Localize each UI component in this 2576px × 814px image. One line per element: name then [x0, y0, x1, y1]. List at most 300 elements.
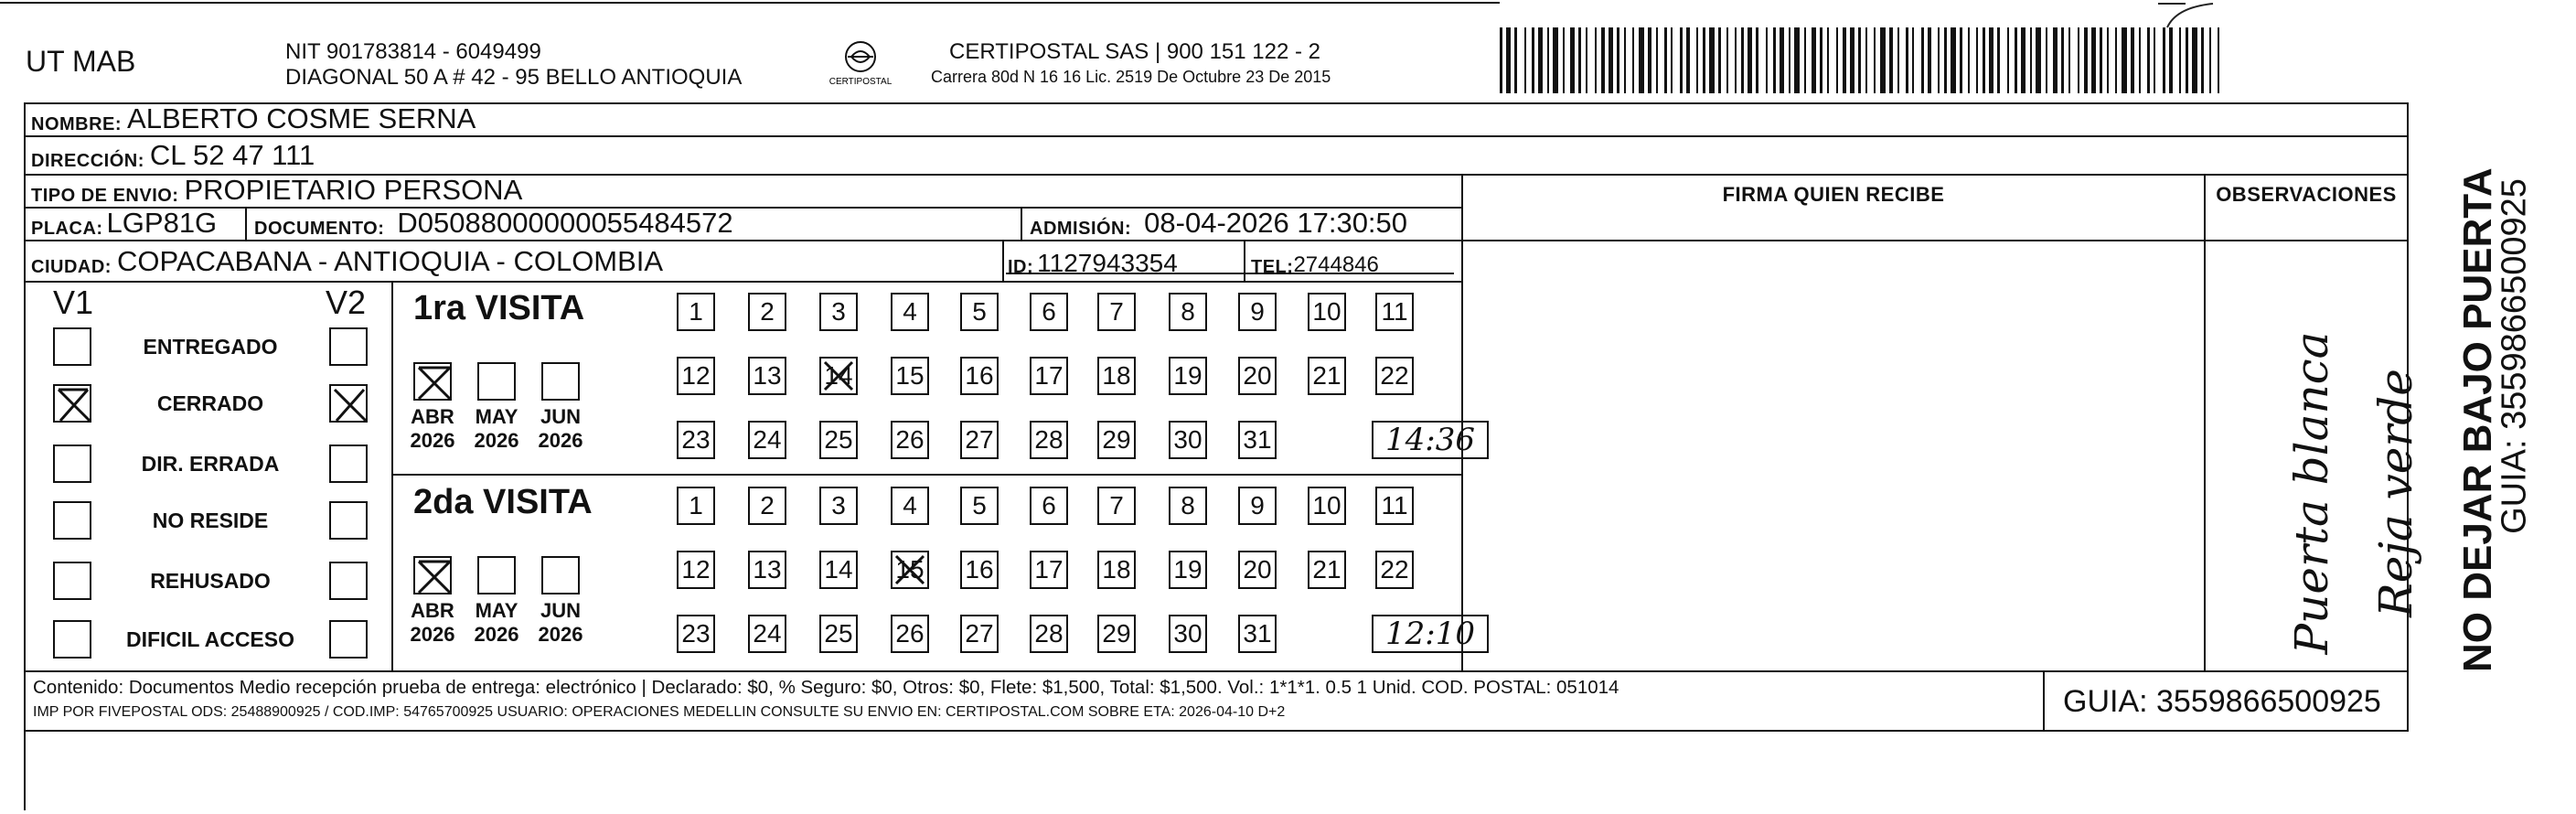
barcode-bar	[1780, 27, 1784, 93]
barcode-bar	[1921, 27, 1924, 93]
day-number: 4	[903, 297, 917, 326]
barcode-bar	[2084, 27, 2088, 93]
documento-field	[254, 209, 733, 240]
barcode-bar	[2053, 27, 2058, 93]
firma-label: FIRMA QUIEN RECIBE	[1722, 183, 1945, 206]
direccion-label: DIRECCIÓN:	[31, 151, 144, 171]
barcode-bar	[2209, 27, 2211, 93]
day-number: 13	[753, 555, 782, 584]
v2-checkbox[interactable]	[329, 384, 368, 423]
day-number: 30	[1173, 619, 1202, 648]
barcode-bar	[1843, 27, 1846, 93]
v1-checkbox[interactable]	[53, 562, 91, 600]
day-number: 3	[831, 491, 846, 519]
barcode-bar	[1563, 27, 1565, 93]
footer-imp-line: IMP POR FIVEPOSTAL ODS: 25488900925 / COD.IMP: 54765700925 USUARIO: OPERACIONES MEDELLIN CONSULTE SU ENVIO EN: CERTIPOSTAL.COM SOBRE ETA: 2026-04-10 D+2	[33, 704, 1286, 720]
day-box[interactable]	[677, 551, 715, 589]
day-number: 30	[1173, 425, 1202, 454]
admision-label: ADMISIÓN:	[1030, 219, 1132, 239]
day-number: 9	[1250, 491, 1265, 519]
barcode-bar	[2061, 27, 2064, 93]
day-number: 11	[1381, 297, 1408, 326]
placa-field	[31, 209, 217, 240]
observaciones-handwriting-2: Reja verde	[2369, 369, 2422, 617]
barcode-bar	[1686, 27, 1690, 93]
barcode-bar	[1976, 27, 1978, 93]
observaciones-label: OBSERVACIONES	[2216, 183, 2397, 206]
barcode-bar	[1858, 27, 1861, 93]
day-number: 27	[965, 425, 994, 454]
barcode-bar	[2186, 27, 2188, 93]
day-number: 25	[824, 619, 853, 648]
day-number: 27	[965, 619, 994, 648]
side-guia: GUIA: 3559866500925	[2495, 178, 2534, 534]
barcode-bar	[1850, 27, 1855, 93]
barcode-bar	[2147, 27, 2150, 93]
day-number: 3	[831, 297, 846, 326]
day-number: 13	[753, 361, 782, 390]
status-option-label: NO RESIDE	[152, 509, 269, 532]
admision-value: 08-04-2026 17:30:50	[1144, 207, 1408, 239]
day-box[interactable]	[1097, 421, 1136, 459]
v2-checkbox[interactable]	[329, 327, 368, 366]
day-number: 20	[1243, 361, 1272, 390]
day-box[interactable]	[960, 487, 999, 525]
barcode-bar	[1506, 27, 1511, 93]
month-checkbox[interactable]	[477, 556, 516, 594]
day-box[interactable]	[677, 357, 715, 395]
tipo-envio-label: TIPO DE ENVIO:	[31, 186, 179, 206]
v2-checkbox[interactable]	[329, 444, 368, 483]
day-box[interactable]	[960, 293, 999, 331]
day-box[interactable]	[891, 551, 929, 589]
barcode-bar	[2122, 27, 2127, 93]
barcode	[1500, 27, 2227, 93]
day-number: 22	[1380, 361, 1409, 390]
certipostal-logo	[823, 37, 898, 91]
day-number: 22	[1380, 555, 1409, 584]
day-box[interactable]	[960, 421, 999, 459]
v1-checkbox[interactable]	[53, 384, 91, 423]
barcode-bar	[1880, 27, 1886, 93]
day-box[interactable]	[677, 421, 715, 459]
barcode-bar	[1617, 27, 1619, 93]
barcode-bar	[2036, 27, 2041, 93]
month-checkbox[interactable]	[541, 556, 580, 594]
barcode-bar	[1748, 27, 1752, 93]
nombre-field	[31, 104, 476, 135]
day-number: 2	[760, 491, 775, 519]
sender-nit: NIT 901783814 - 6049499	[285, 39, 541, 64]
barcode-bar	[1609, 27, 1613, 93]
day-number: 31	[1243, 425, 1272, 454]
v1-checkbox[interactable]	[53, 444, 91, 483]
day-number: 16	[965, 555, 994, 584]
day-box[interactable]	[1308, 551, 1346, 589]
barcode-bar	[1997, 27, 2000, 93]
v1-header: V1	[53, 284, 94, 321]
barcode-bar	[1889, 27, 1893, 93]
barcode-bar	[1741, 27, 1744, 93]
sender-address: DIAGONAL 50 A # 42 - 95 BELLO ANTIOQUIA	[285, 65, 743, 90]
certipostal-logo-icon	[823, 37, 898, 91]
v2-checkbox[interactable]	[329, 620, 368, 659]
day-number: 21	[1312, 555, 1341, 584]
day-box[interactable]	[819, 421, 858, 459]
day-box[interactable]	[1030, 421, 1068, 459]
direccion-field	[31, 139, 315, 172]
day-box[interactable]	[1097, 615, 1136, 653]
day-box[interactable]	[960, 551, 999, 589]
barcode-bar	[1538, 27, 1543, 93]
v2-checkbox[interactable]	[329, 501, 368, 540]
month-year-label: 2026	[474, 623, 519, 646]
documento-value: D05088000000055484572	[397, 207, 733, 239]
day-box[interactable]	[1097, 293, 1136, 331]
day-number: 17	[1034, 361, 1064, 390]
day-number: 26	[895, 619, 925, 648]
day-box[interactable]	[677, 615, 715, 653]
barcode-bar	[2139, 27, 2141, 93]
tel-field	[1251, 245, 1379, 278]
day-box[interactable]	[1169, 551, 1207, 589]
side-no-dejar: NO DEJAR BAJO PUERTA	[2455, 167, 2500, 672]
barcode-bar	[1874, 27, 1876, 93]
company-name: CERTIPOSTAL SAS | 900 151 122 - 2	[949, 39, 1320, 64]
month-label: JUN	[540, 405, 581, 428]
day-number: 7	[1109, 491, 1124, 519]
day-box[interactable]	[748, 487, 786, 525]
barcode-bar	[2046, 27, 2047, 93]
barcode-bar	[2192, 27, 2197, 93]
month-checkbox[interactable]	[541, 362, 580, 401]
barcode-bar	[2201, 27, 2204, 93]
barcode-bar	[1570, 27, 1575, 93]
barcode-bar	[1703, 27, 1705, 93]
barcode-bar	[1718, 27, 1721, 93]
status-option-label: REHUSADO	[150, 569, 271, 593]
month-year-label: 2026	[410, 623, 455, 646]
documento-label: DOCUMENTO:	[254, 219, 385, 239]
month-year-label: 2026	[474, 429, 519, 452]
day-number: 16	[965, 361, 994, 390]
barcode-bar	[1865, 27, 1867, 93]
barcode-bar	[2078, 27, 2079, 93]
barcode-bar	[2007, 27, 2009, 93]
ciudad-label: CIUDAD:	[31, 257, 112, 277]
day-box[interactable]	[1375, 487, 1414, 525]
svg-text:CERTIPOSTAL: CERTIPOSTAL	[828, 77, 893, 87]
day-box[interactable]	[1308, 357, 1346, 395]
barcode-bar	[1696, 27, 1698, 93]
day-box[interactable]	[1375, 357, 1414, 395]
day-number: 24	[753, 619, 782, 648]
barcode-bar	[1827, 27, 1829, 93]
barcode-bar	[1897, 27, 1899, 93]
barcode-bar	[2218, 27, 2219, 93]
day-number: 10	[1312, 491, 1341, 519]
barcode-bar	[1773, 27, 1776, 93]
day-box[interactable]	[1238, 293, 1277, 331]
day-box[interactable]	[748, 293, 786, 331]
barcode-bar	[1804, 27, 1806, 93]
status-option-label: ENTREGADO	[143, 335, 278, 359]
day-number: 21	[1312, 361, 1341, 390]
barcode-bar	[1547, 27, 1549, 93]
day-box[interactable]	[891, 293, 929, 331]
day-number: 28	[1034, 619, 1064, 648]
id-label: ID:	[1008, 257, 1034, 277]
barcode-bar	[2179, 27, 2181, 93]
day-number: 31	[1243, 619, 1272, 648]
ciudad-value: COPACABANA - ANTIOQUIA - COLOMBIA	[116, 245, 664, 277]
ciudad-field	[31, 245, 663, 278]
barcode-bar	[1794, 27, 1800, 93]
footer-guia: GUIA: 3559866500925	[2063, 684, 2381, 719]
day-box[interactable]	[819, 357, 858, 395]
day-box[interactable]	[1375, 551, 1414, 589]
day-number: 11	[1381, 491, 1408, 519]
month-label: MAY	[475, 599, 518, 622]
barcode-bar	[1656, 27, 1658, 93]
day-box[interactable]	[1169, 487, 1207, 525]
barcode-bar	[2015, 27, 2017, 93]
month-label: MAY	[475, 405, 518, 428]
barcode-bar	[1648, 27, 1651, 93]
month-year-label: 2026	[538, 429, 583, 452]
tipo-envio-value: PROPIETARIO PERSONA	[184, 174, 523, 206]
day-box[interactable]	[1308, 293, 1346, 331]
barcode-bar	[1968, 27, 1970, 93]
nombre-value: ALBERTO COSME SERNA	[127, 102, 476, 134]
day-number: 8	[1181, 491, 1195, 519]
tel-label: TEL:	[1251, 257, 1294, 277]
month-label: ABR	[411, 599, 454, 622]
day-box[interactable]	[1238, 615, 1277, 653]
day-number: 6	[1042, 491, 1056, 519]
observaciones-handwriting-1: Puerta blanca	[2285, 331, 2338, 655]
barcode-bar	[2091, 27, 2096, 93]
placa-value: LGP81G	[106, 207, 218, 239]
day-number: 19	[1173, 555, 1202, 584]
status-option-label: CERRADO	[156, 391, 264, 415]
day-number: 7	[1109, 297, 1124, 326]
tipo-envio-field	[31, 176, 522, 207]
barcode-bar	[1836, 27, 1838, 93]
day-number: 12	[681, 361, 711, 390]
barcode-bar	[2030, 27, 2032, 93]
company-address: Carrera 80d N 16 16 Lic. 2519 De Octubre 23 De 2015	[931, 68, 1331, 86]
day-number: 6	[1042, 297, 1056, 326]
barcode-bar	[1912, 27, 1914, 93]
day-box[interactable]	[1238, 421, 1277, 459]
barcode-bar	[1514, 27, 1517, 93]
day-number: 19	[1173, 361, 1202, 390]
day-box[interactable]	[748, 357, 786, 395]
day-box[interactable]	[677, 487, 715, 525]
day-box[interactable]	[891, 615, 929, 653]
status-option-label: DIR. ERRADA	[141, 452, 280, 476]
day-box[interactable]	[748, 615, 786, 653]
barcode-bar	[1632, 27, 1634, 93]
v2-header: V2	[326, 284, 367, 321]
day-number: 26	[895, 425, 925, 454]
day-number: 29	[1102, 619, 1131, 648]
day-box[interactable]	[1097, 487, 1136, 525]
barcode-bar	[2115, 27, 2117, 93]
nombre-label: NOMBRE:	[31, 114, 123, 134]
month-label: ABR	[411, 405, 454, 428]
barcode-bar	[1951, 27, 1956, 93]
barcode-bar	[2021, 27, 2026, 93]
barcode-bar	[1766, 27, 1768, 93]
day-mark-x-icon	[819, 357, 858, 395]
barcode-bar	[1944, 27, 1947, 93]
day-number: 24	[753, 425, 782, 454]
day-box[interactable]	[1097, 551, 1136, 589]
id-value: 1127943354	[1037, 249, 1178, 277]
month-checkbox[interactable]	[477, 362, 516, 401]
barcode-bar	[1680, 27, 1683, 93]
barcode-bar	[2163, 27, 2165, 93]
check-x-icon	[415, 558, 454, 596]
day-number: 12	[681, 555, 711, 584]
day-box[interactable]	[1308, 487, 1346, 525]
day-box[interactable]	[819, 487, 858, 525]
barcode-bar	[1709, 27, 1715, 93]
barcode-graphic	[1500, 27, 2227, 93]
barcode-bar	[2107, 27, 2109, 93]
barcode-bar	[1524, 27, 1526, 93]
day-number: 10	[1312, 297, 1341, 326]
day-box[interactable]	[748, 421, 786, 459]
day-box[interactable]	[1238, 551, 1277, 589]
day-number: 29	[1102, 425, 1131, 454]
day-number: 17	[1034, 555, 1064, 584]
barcode-bar	[1989, 27, 1993, 93]
barcode-bar	[1735, 27, 1737, 93]
day-number: 18	[1102, 555, 1131, 584]
barcode-bar	[1578, 27, 1581, 93]
day-box[interactable]	[819, 293, 858, 331]
day-box[interactable]	[1375, 293, 1414, 331]
barcode-bar	[1553, 27, 1558, 93]
day-box[interactable]	[960, 615, 999, 653]
day-number: 5	[972, 297, 987, 326]
day-box[interactable]	[1030, 487, 1068, 525]
barcode-bar	[1595, 27, 1597, 93]
sender-name: UT MAB	[26, 45, 136, 78]
month-checkbox[interactable]	[413, 362, 452, 401]
direccion-value: CL 52 47 111	[149, 139, 315, 171]
barcode-bar	[1789, 27, 1790, 93]
barcode-bar	[1532, 27, 1534, 93]
barcode-bar	[2154, 27, 2155, 93]
barcode-bar	[2100, 27, 2102, 93]
barcode-bar	[1820, 27, 1822, 93]
barcode-bar	[2169, 27, 2173, 93]
barcode-bar	[1586, 27, 1587, 93]
day-number: 14	[824, 555, 853, 584]
barcode-bar	[1671, 27, 1673, 93]
barcode-bar	[1928, 27, 1931, 93]
day-box[interactable]	[1030, 615, 1068, 653]
month-label: JUN	[540, 599, 581, 622]
visit-time-box: 14:36	[1372, 421, 1489, 459]
visit-time-box: 12:10	[1372, 615, 1489, 653]
admision-field	[1030, 209, 1407, 240]
day-box[interactable]	[677, 293, 715, 331]
status-option-label: DIFICIL ACCESO	[125, 627, 294, 651]
barcode-bar	[1726, 27, 1728, 93]
day-box[interactable]	[1238, 357, 1277, 395]
barcode-bar	[1960, 27, 1962, 93]
month-year-label: 2026	[410, 429, 455, 452]
day-box[interactable]	[1169, 357, 1207, 395]
day-box[interactable]	[819, 551, 858, 589]
check-x-icon	[331, 386, 369, 424]
check-x-icon	[415, 364, 454, 402]
day-box[interactable]	[1238, 487, 1277, 525]
day-number: 14	[824, 361, 853, 390]
v2-checkbox[interactable]	[329, 562, 368, 600]
day-number: 15	[895, 361, 925, 390]
day-box[interactable]	[891, 487, 929, 525]
v1-checkbox[interactable]	[53, 501, 91, 540]
barcode-bar	[2068, 27, 2070, 93]
day-box[interactable]	[748, 551, 786, 589]
day-box[interactable]	[1169, 293, 1207, 331]
day-number: 5	[972, 491, 987, 519]
day-number: 9	[1250, 297, 1265, 326]
day-mark-x-icon	[891, 551, 929, 589]
placa-label: PLACA:	[31, 219, 103, 239]
day-number: 2	[760, 297, 775, 326]
day-box[interactable]	[1030, 293, 1068, 331]
barcode-bar	[1812, 27, 1816, 93]
day-box[interactable]	[1030, 357, 1068, 395]
barcode-bar	[1500, 27, 1502, 93]
month-year-label: 2026	[538, 623, 583, 646]
day-box[interactable]	[891, 421, 929, 459]
day-number: 1	[689, 491, 703, 519]
day-box[interactable]	[1030, 551, 1068, 589]
day-box[interactable]	[1169, 421, 1207, 459]
day-number: 23	[681, 425, 711, 454]
id-field	[1008, 245, 1178, 278]
visit-title: 1ra VISITA	[413, 289, 585, 327]
barcode-bar	[1938, 27, 1940, 93]
day-number: 23	[681, 619, 711, 648]
day-number: 1	[689, 297, 703, 326]
day-box[interactable]	[891, 357, 929, 395]
corner-scribble-icon	[2158, 0, 2231, 37]
day-box[interactable]	[1169, 615, 1207, 653]
day-box[interactable]	[1097, 357, 1136, 395]
barcode-bar	[1664, 27, 1667, 93]
day-number: 4	[903, 491, 917, 519]
barcode-bar	[1983, 27, 1985, 93]
day-box[interactable]	[819, 615, 858, 653]
v1-checkbox[interactable]	[53, 327, 91, 366]
v1-checkbox[interactable]	[53, 620, 91, 659]
day-number: 25	[824, 425, 853, 454]
barcode-bar	[1624, 27, 1626, 93]
month-checkbox[interactable]	[413, 556, 452, 594]
day-box[interactable]	[960, 357, 999, 395]
day-number: 28	[1034, 425, 1064, 454]
footer-content-line: Contenido: Documentos Medio recepción prueba de entrega: electrónico | Declarado: $0, % Seguro: $0, Otros: $0, Flete: $1,500, Total: $1,500. Vol.: 1*1*1. 0.5 1 Unid. COD. POSTAL: 051014	[33, 677, 1619, 698]
